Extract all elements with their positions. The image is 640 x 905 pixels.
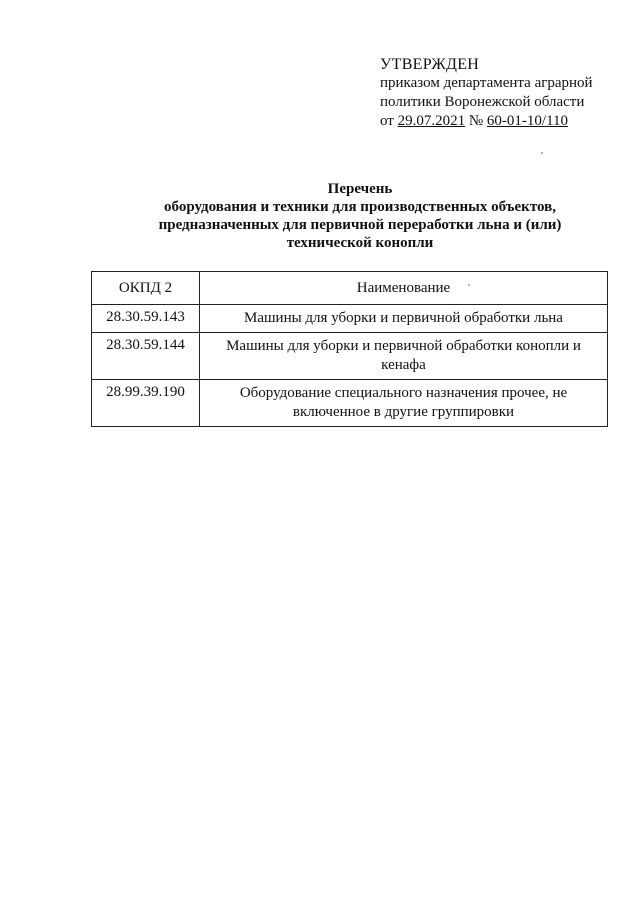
table-row xyxy=(92,380,608,427)
scan-speck xyxy=(468,284,470,286)
row-name: Машины для уборки и первичной обработки льна xyxy=(200,305,608,333)
row-name: Оборудование специального назначения прочее, не включенное в другие группировки xyxy=(200,380,608,427)
table-row xyxy=(92,305,608,333)
table-row xyxy=(92,333,608,380)
document-title xyxy=(60,180,640,252)
approval-date-prefix: от xyxy=(380,113,398,129)
approval-line-2: политики Воронежской области xyxy=(380,94,585,110)
scan-speck xyxy=(541,152,543,154)
approval-block xyxy=(380,55,630,131)
approval-heading: УТВЕРЖДЕН xyxy=(380,56,480,73)
equipment-table xyxy=(91,271,608,427)
approval-number-sign: № xyxy=(465,113,487,129)
table-header-row xyxy=(92,272,608,305)
title-line-3: предназначенных для первичной переработки льна и (или) xyxy=(158,217,562,233)
header-name: Наименование xyxy=(200,272,608,305)
row-code: 28.30.59.144 xyxy=(92,333,200,380)
title-line-2: оборудования и техники для производственных объектов, xyxy=(164,199,556,215)
approval-date: 29.07.2021 xyxy=(397,113,466,129)
row-name: Машины для уборки и первичной обработки конопли и кенафа xyxy=(200,333,608,380)
approval-date-line xyxy=(380,112,630,131)
approval-number: 60-01-10/110 xyxy=(486,113,569,129)
row-code: 28.30.59.143 xyxy=(92,305,200,333)
title-line-4: технической конопли xyxy=(286,235,434,251)
title-line-1: Перечень xyxy=(327,181,393,197)
approval-line-1: приказом департамента аграрной xyxy=(380,75,593,91)
header-okpd: ОКПД 2 xyxy=(92,272,200,305)
row-code: 28.99.39.190 xyxy=(92,380,200,427)
